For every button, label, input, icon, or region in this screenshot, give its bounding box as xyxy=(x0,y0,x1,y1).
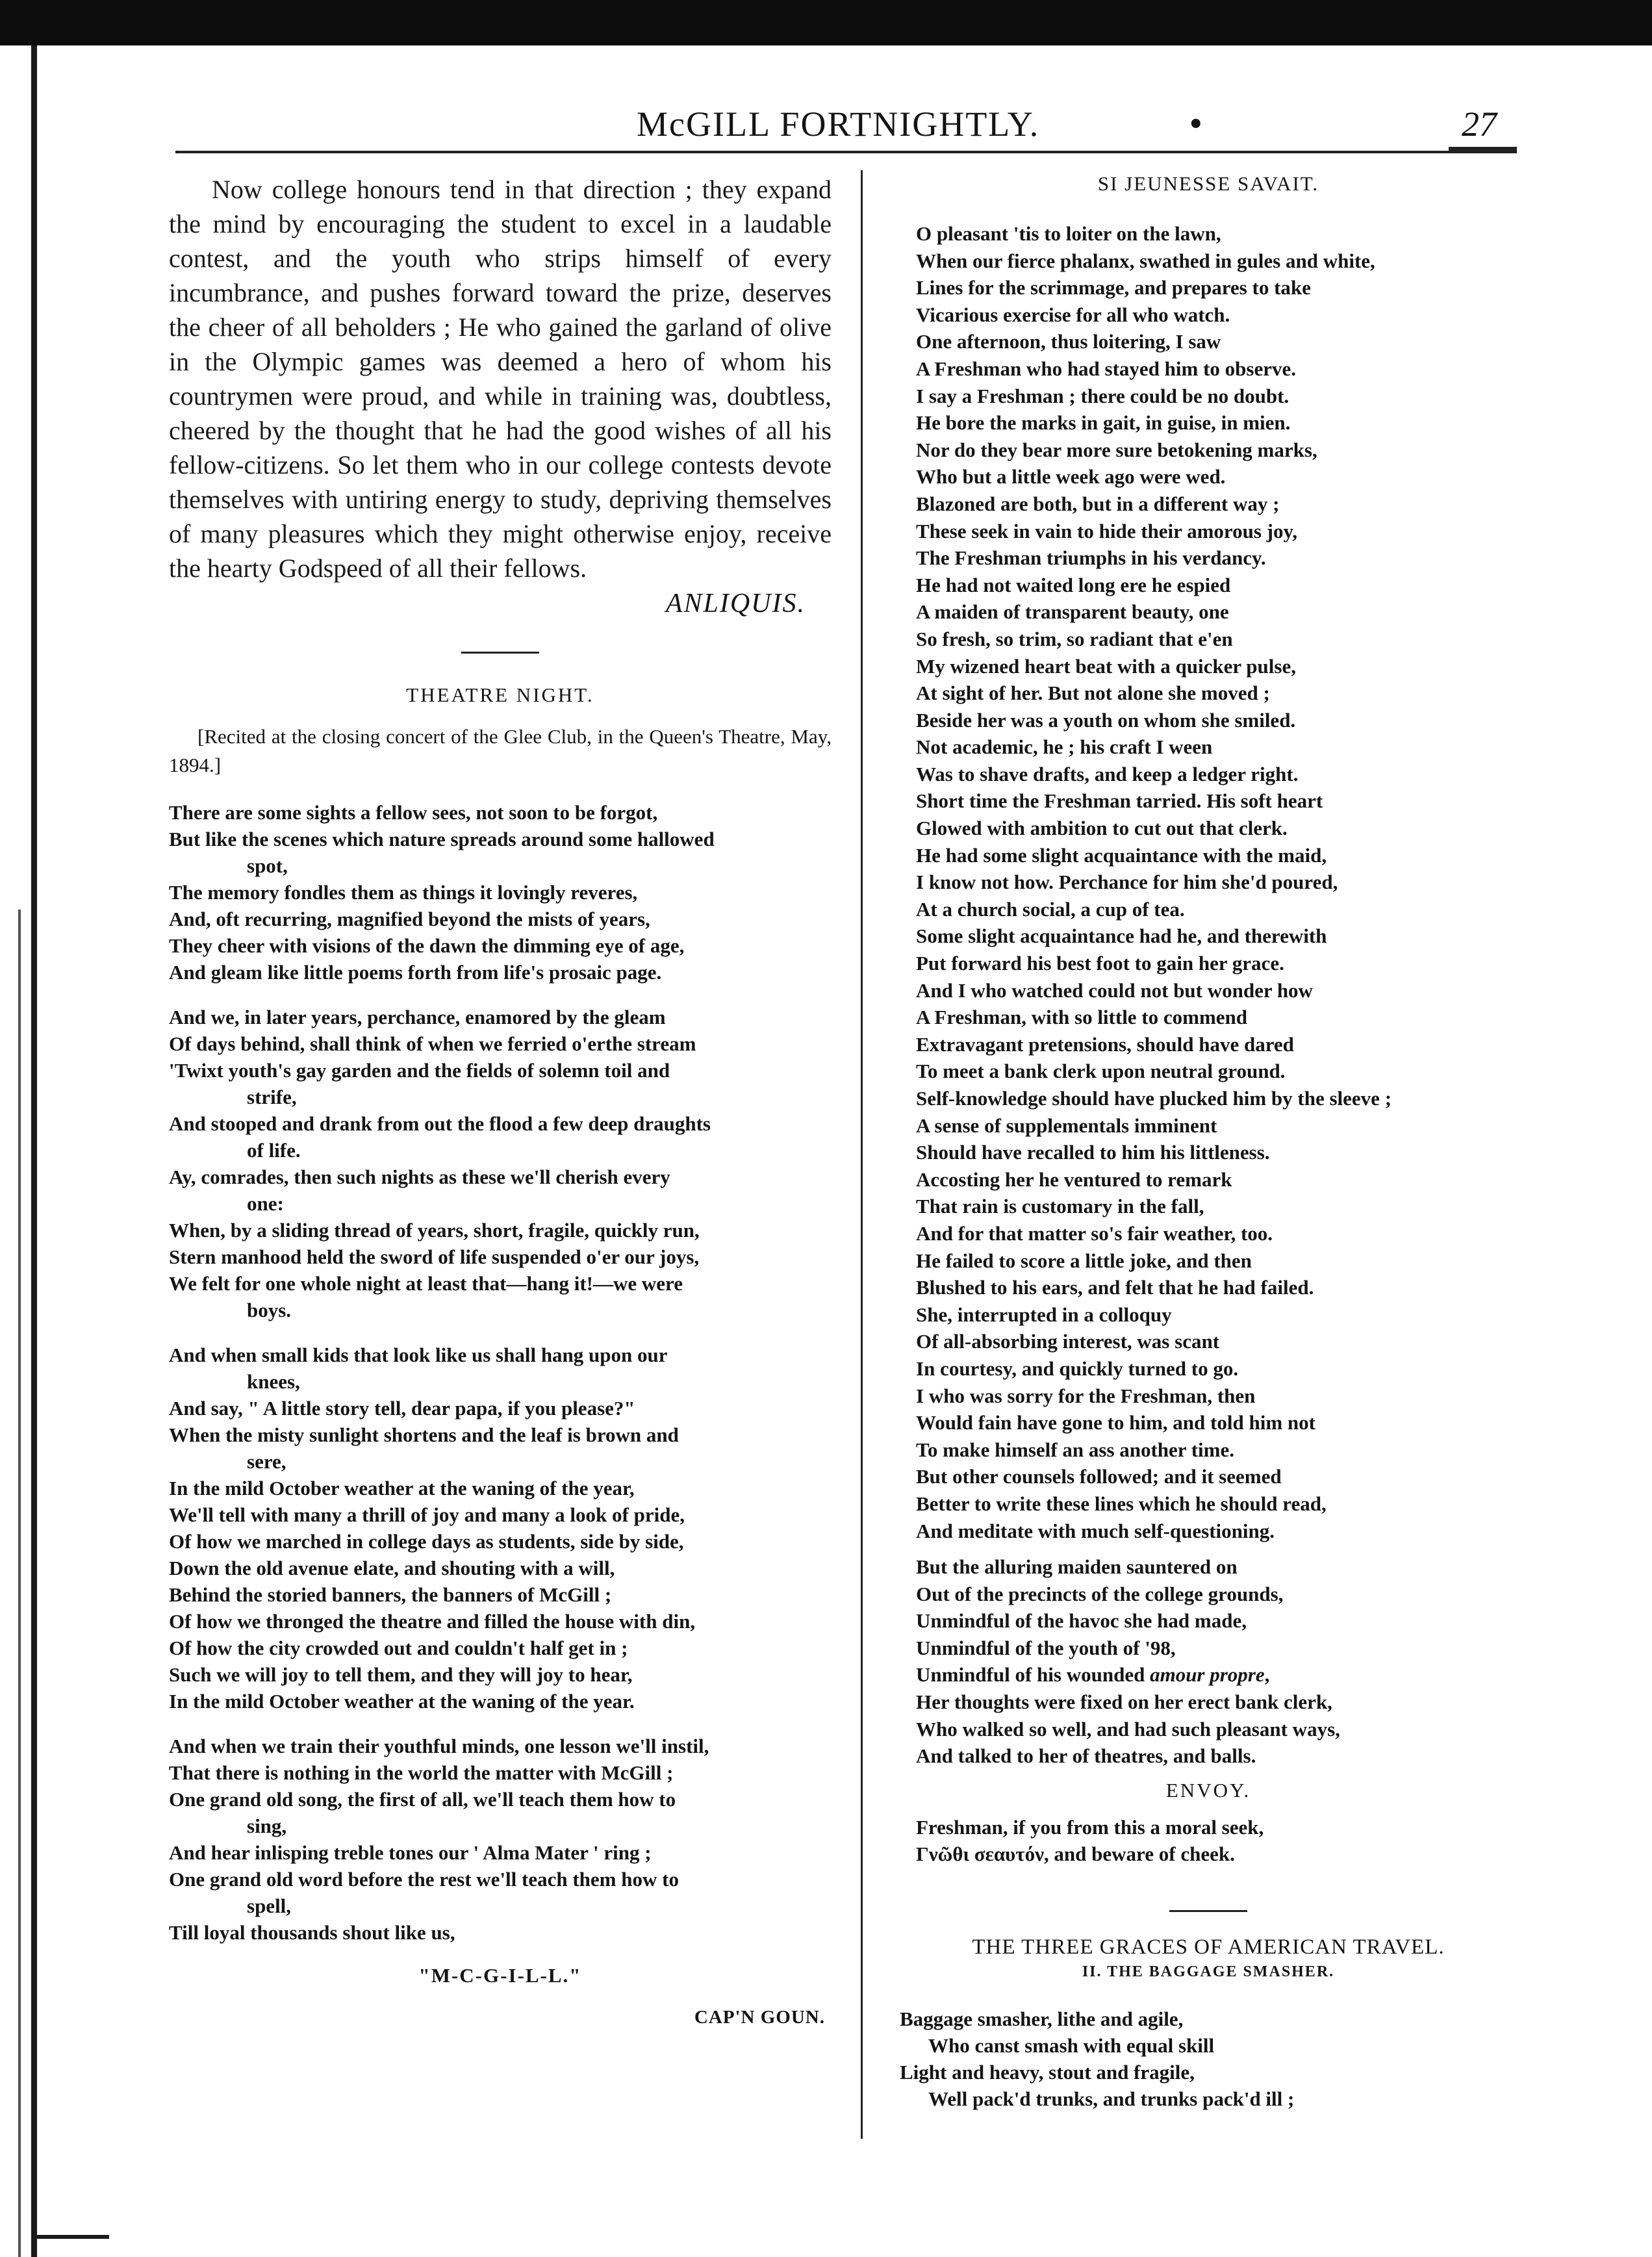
verse-line: One grand old song, the first of all, we'll teach them how to xyxy=(169,1788,676,1811)
verse-line: When our fierce phalanx, swathed in gules and white, xyxy=(916,249,1375,272)
poem-signature: CAP'N GOUN. xyxy=(694,2007,825,2028)
verse-line: And say, " A little story tell, dear papa, if you please?" xyxy=(169,1397,635,1420)
poem-stanza xyxy=(169,1004,832,1323)
si-jeunesse-poem xyxy=(916,220,1501,1770)
verse-line: And hear inlisping treble tones our ' Alma Mater ' ring ; xyxy=(169,1841,652,1864)
verse-line: And I who watched could not but wonder how xyxy=(916,978,1313,1002)
verse-line: Accosting her he ventured to remark xyxy=(916,1167,1232,1191)
verse-line: Who canst smash with equal skill xyxy=(928,2034,1215,2057)
travel-title: THE THREE GRACES OF AMERICAN TRAVEL. xyxy=(972,1935,1445,1959)
verse-line: Such we will joy to tell them, and they will joy to hear, xyxy=(169,1663,633,1686)
verse-line: She, interrupted in a colloquy xyxy=(916,1303,1172,1326)
essay-paragraph: Now college honours tend in that direction ; they expand the mind by encouraging the student to excel in a laudable contest, and the youth who strips himself of every incumbrance, and pushes forward toward the prize, deserves the cheer of all beholders ; He who gained the garland of olive in the Olympic games was deemed a hero of whom his countrymen were proud, and while in training was, doubtless, cheered by the thought that he had the good wishes of all his fellow-citizens. So let them who in our college contests devote themselves with untiring energy to study, depriving themselves of many pleasures which they might otherwise enjoy, receive the hearty Godspeed of all their fellows. xyxy=(169,175,832,583)
verse-line: But like the scenes which nature spreads around some hallowed xyxy=(169,828,715,850)
verse-line: I who was sorry for the Freshman, then xyxy=(916,1384,1256,1407)
envoy-title: ENVOY. xyxy=(1165,1778,1251,1802)
verse-line: One grand old word before the rest we'll teach them how to xyxy=(169,1868,679,1891)
verse-line: Blazoned are both, but in a different way ; xyxy=(916,492,1280,515)
verse-line: He had not waited long ere he espied xyxy=(916,573,1231,596)
verse-line: Of how the city crowded out and couldn't half get in ; xyxy=(169,1637,628,1659)
verse-line: In the mild October weather at the waning of the year, xyxy=(169,1477,635,1499)
verse-line: At a church social, a cup of tea. xyxy=(916,897,1185,921)
running-header xyxy=(188,104,1514,162)
verse-line: In the mild October weather at the waning of the year. xyxy=(169,1690,635,1713)
verse-line: And when we train their youthful minds, one lesson we'll instil, xyxy=(169,1735,709,1757)
verse-line: sing, xyxy=(247,1815,287,1837)
verse-line: Better to write these lines which he should read, xyxy=(916,1492,1327,1515)
verse-line: Some slight acquaintance had he, and therewith xyxy=(916,924,1327,948)
theatre-night-title: THEATRE NIGHT. xyxy=(406,683,594,706)
verse-line: And meditate with much self-questioning. xyxy=(916,1519,1275,1542)
verse-line: boys. xyxy=(247,1299,292,1321)
verse-line: Stern manhood held the sword of life suspended o'er our joys, xyxy=(169,1245,700,1268)
verse-line: Ay, comrades, then such nights as these we'll cherish every xyxy=(169,1166,670,1188)
verse-line: O pleasant 'tis to loiter on the lawn, xyxy=(916,222,1221,245)
theatre-night-poem xyxy=(169,799,832,1946)
verse-line: Unmindful of his wounded amour propre, xyxy=(916,1663,1270,1687)
scan-top-band xyxy=(0,0,1652,45)
verse-line: My wizened heart beat with a quicker pulse, xyxy=(916,654,1296,678)
verse-line: Lines for the scrimmage, and prepares to take xyxy=(916,276,1311,300)
column-divider xyxy=(861,170,863,2139)
verse-line: Of how we marched in college days as students, side by side, xyxy=(169,1530,684,1553)
verse-line: Baggage smasher, lithe and agile, xyxy=(900,2008,1184,2030)
poem-stanza xyxy=(169,1733,832,1946)
italic-phrase: amour propre xyxy=(1150,1663,1265,1687)
section-separator xyxy=(461,652,539,654)
page-number: 27 xyxy=(1462,105,1497,144)
verse-line: Well pack'd trunks, and trunks pack'd ill ; xyxy=(928,2087,1295,2110)
verse-line: They cheer with visions of the dawn the dimming eye of age, xyxy=(169,934,685,957)
verse-line: Γνῶθι σεαυτόν, and beware of cheek. xyxy=(916,1843,1235,1866)
verse-line: A Freshman who had stayed him to observe. xyxy=(916,357,1297,380)
verse-line: That rain is customary in the fall, xyxy=(916,1195,1204,1218)
travel-section xyxy=(900,1884,1517,2112)
poem-stanza xyxy=(916,220,1501,1544)
essay-signature: ANLIQUIS. xyxy=(665,589,806,618)
verse-line: Freshman, if you from this a moral seek, xyxy=(916,1815,1264,1839)
journal-title: McGILL FORTNIGHTLY. xyxy=(637,105,1040,144)
verse-line: A sense of supplementals imminent xyxy=(916,1114,1217,1137)
verse-line: Blushed to his ears, and felt that he had failed. xyxy=(916,1276,1314,1299)
header-rule xyxy=(175,151,1517,153)
verse-line: Nor do they bear more sure betokening marks, xyxy=(916,438,1317,461)
verse-line: He had some slight acquaintance with the maid, xyxy=(916,843,1327,867)
header-rule-end xyxy=(1449,147,1517,153)
verse-line: And gleam like little poems forth from life's prosaic page. xyxy=(169,961,662,984)
verse-line: Her thoughts were fixed on her erect bank clerk, xyxy=(916,1690,1332,1714)
verse-line: That there is nothing in the world the matter with McGill ; xyxy=(169,1761,674,1784)
travel-subtitle: II. THE BAGGAGE SMASHER. xyxy=(1082,1963,1335,1980)
verse-line: Unmindful of the havoc she had made, xyxy=(916,1609,1247,1633)
verse-line: The Freshman triumphs in his verdancy. xyxy=(916,546,1266,570)
theatre-night-note: [Recited at the closing concert of the Glee Club, in the Queen's Theatre, May, 1894.] xyxy=(169,725,832,776)
verse-line: And talked to her of theatres, and balls. xyxy=(916,1744,1256,1768)
verse-line: Was to shave drafts, and keep a ledger right. xyxy=(916,762,1299,785)
verse-line: Unmindful of the youth of '98, xyxy=(916,1636,1176,1659)
verse-line: Extravagant pretensions, should have dared xyxy=(916,1032,1294,1056)
baggage-smasher-poem xyxy=(900,2006,1517,2112)
verse-line: Who walked so well, and had such pleasant ways, xyxy=(916,1717,1340,1741)
verse-line: One afternoon, thus loitering, I saw xyxy=(916,330,1221,353)
left-column xyxy=(169,172,832,2028)
essay-ending xyxy=(169,172,832,585)
verse-line: He bore the marks in gait, in guise, in mien. xyxy=(916,411,1291,435)
verse-line: So fresh, so trim, so radiant that e'en xyxy=(916,627,1233,650)
verse-line: Of days behind, shall think of when we ferried o'erthe stream xyxy=(169,1032,696,1055)
verse-line: Out of the precincts of the college grounds, xyxy=(916,1582,1284,1605)
verse-line: And stooped and drank from out the flood a few deep draughts xyxy=(169,1112,711,1135)
verse-line: Glowed with ambition to cut out that clerk. xyxy=(916,817,1288,840)
binding-shadow xyxy=(18,910,21,2257)
verse-line: of life. xyxy=(247,1139,301,1162)
verse-line: A maiden of transparent beauty, one xyxy=(916,600,1229,624)
verse-line: Of all-absorbing interest, was scant xyxy=(916,1330,1220,1353)
verse-line: Self-knowledge should have plucked him by the sleeve ; xyxy=(916,1087,1392,1110)
verse-line: strife, xyxy=(247,1086,297,1108)
verse-line: And for that matter so's fair weather, too. xyxy=(916,1221,1273,1245)
verse-line: And we, in later years, perchance, enamored by the gleam xyxy=(169,1006,666,1028)
si-jeunesse-title: SI JEUNESSE SAVAIT. xyxy=(1097,172,1319,195)
verse-line: At sight of her. But not alone she moved ; xyxy=(916,682,1270,705)
verse-line: Beside her was a youth on whom she smiled. xyxy=(916,708,1296,732)
verse-line: Who but a little week ago were wed. xyxy=(916,465,1226,489)
verse-line: The memory fondles them as things it lovingly reveres, xyxy=(169,881,638,904)
verse-line: Down the old avenue elate, and shouting with a will, xyxy=(169,1557,615,1579)
verse-line: When, by a sliding thread of years, short, fragile, quickly run, xyxy=(169,1219,700,1242)
verse-line: I know not how. Perchance for him she'd poured, xyxy=(916,871,1338,894)
verse-line: When the misty sunlight shortens and the leaf is brown and xyxy=(169,1423,679,1446)
header-dot: • xyxy=(1188,109,1204,140)
right-column xyxy=(916,172,1501,1868)
verse-line: We felt for one whole night at least that—hang it!—we were xyxy=(169,1272,683,1295)
verse-line: To meet a bank clerk upon neutral ground. xyxy=(916,1060,1286,1083)
verse-line: sere, xyxy=(247,1450,286,1473)
verse-line: Behind the storied banners, the banners of McGill ; xyxy=(169,1583,612,1606)
verse-line: And when small kids that look like us shall hang upon our xyxy=(169,1344,668,1366)
verse-line: Till loyal thousands shout like us, xyxy=(169,1921,455,1944)
verse-line: We'll tell with many a thrill of joy and many a look of pride, xyxy=(169,1503,685,1526)
verse-line: Short time the Freshman tarried. His soft heart xyxy=(916,789,1323,813)
poem-stanza xyxy=(916,1553,1501,1770)
mcgill-spelled: "M-C-G-I-L-L." xyxy=(418,1964,582,1987)
verse-line: He failed to score a little joke, and then xyxy=(916,1249,1252,1272)
verse-line: Put forward his best foot to gain her grace. xyxy=(916,952,1284,975)
verse-line: These seek in vain to hide their amorous joy, xyxy=(916,519,1298,542)
verse-line: There are some sights a fellow sees, not soon to be forgot, xyxy=(169,801,658,824)
verse-line: But the alluring maiden sauntered on xyxy=(916,1555,1238,1579)
verse-line: knees, xyxy=(247,1370,300,1393)
binding-foot xyxy=(31,2235,109,2239)
verse-line: one: xyxy=(247,1192,284,1215)
verse-line: But other counsels followed; and it seemed xyxy=(916,1465,1282,1488)
poem-stanza xyxy=(169,1342,832,1715)
verse-line: Light and heavy, stout and fragile, xyxy=(900,2061,1195,2084)
section-separator xyxy=(1169,1910,1247,1912)
envoy-verse xyxy=(916,1814,1501,1868)
verse-line: Should have recalled to him his littleness. xyxy=(916,1141,1270,1164)
poem-stanza xyxy=(169,799,832,986)
verse-line: To make himself an ass another time. xyxy=(916,1438,1234,1461)
verse-line: spot, xyxy=(247,854,288,877)
verse-line: A Freshman, with so little to commend xyxy=(916,1006,1248,1029)
verse-line: Of how we thronged the theatre and filled the house with din, xyxy=(169,1610,696,1633)
binding-edge xyxy=(31,45,37,2257)
verse-line: In courtesy, and quickly turned to go. xyxy=(916,1357,1239,1380)
verse-line: Not academic, he ; his craft I ween xyxy=(916,735,1213,759)
verse-line: I say a Freshman ; there could be no doubt. xyxy=(916,384,1290,407)
verse-line: 'Twixt youth's gay garden and the fields of solemn toil and xyxy=(169,1059,670,1082)
verse-line: spell, xyxy=(247,1894,292,1917)
verse-line: And, oft recurring, magnified beyond the mists of years, xyxy=(169,908,650,930)
verse-line: Would fain have gone to him, and told him not xyxy=(916,1411,1315,1435)
verse-line: Vicarious exercise for all who watch. xyxy=(916,303,1230,326)
